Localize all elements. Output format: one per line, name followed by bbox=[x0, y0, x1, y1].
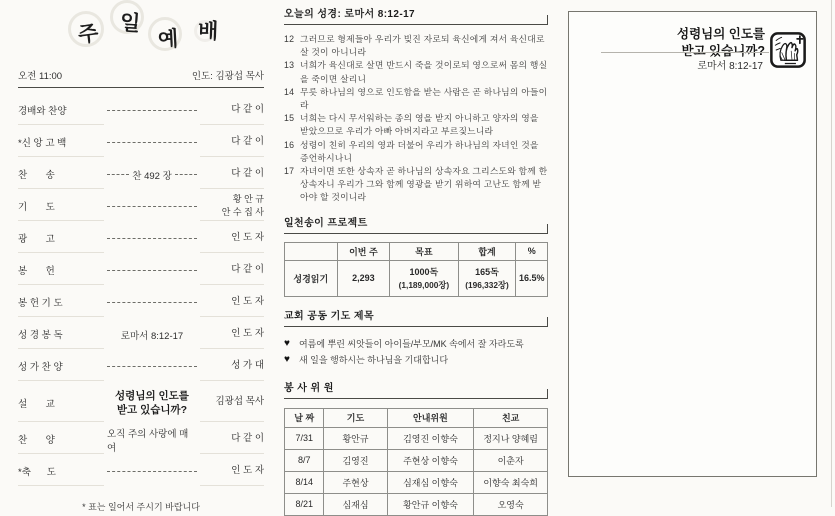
verse-text: 자녀이면 또한 상속자 곧 하나님의 상속자요 그리스도와 함께 한 상속자니 우리가 그와 함께 영광을 받기 위하여 고난도 함께 받아야 할 것이니라 bbox=[300, 166, 548, 203]
col-header: 기도 bbox=[324, 408, 387, 427]
worship-order-list bbox=[18, 96, 264, 486]
order-label: 설 교 bbox=[18, 384, 104, 422]
order-value: 성 가 대 bbox=[200, 352, 264, 381]
verse bbox=[284, 165, 548, 205]
prayer-topic-text: 새 일을 행하시는 하나님을 기대합니다 bbox=[298, 354, 449, 365]
verse-text: 너희는 다시 무서워하는 종의 영을 받지 아니하고 양자의 영을 받았으므로 우리가 아빠 아버지라고 부르짖느니라 bbox=[300, 113, 539, 137]
col-header: 합계 bbox=[458, 242, 516, 260]
order-label: 찬 송 bbox=[18, 160, 104, 189]
verse bbox=[284, 33, 548, 59]
order-row-hymn bbox=[18, 160, 264, 189]
verse-number: 13 bbox=[284, 60, 295, 71]
order-row-prayer bbox=[18, 192, 264, 221]
verse-text: 그러므로 형제들아 우리가 빚진 자로되 육신에게 져서 육신대로 살 것이 아니니라 bbox=[300, 34, 545, 58]
dash-line bbox=[107, 142, 197, 143]
order-value bbox=[200, 192, 264, 221]
logo-char: 배 bbox=[197, 18, 219, 44]
prayer-topic-text: 여름에 뿌린 씨앗들이 아이들/부모/MK 속에서 잘 자라도록 bbox=[298, 338, 524, 349]
song-title: 오직 주의 사랑에 매여 bbox=[107, 428, 189, 454]
goal-cell: 1000독 (1,189,000장) bbox=[390, 260, 458, 296]
col-header: 친교 bbox=[474, 408, 548, 427]
verse bbox=[284, 139, 548, 165]
standing-footnote: * 표는 일어서 주시기 바랍니다 bbox=[82, 502, 200, 512]
order-value: 인 도 자 bbox=[200, 457, 264, 486]
order-value: 다 같 이 bbox=[200, 160, 264, 189]
order-label: 경배와 찬양 bbox=[18, 96, 104, 125]
dash-line bbox=[107, 302, 197, 303]
order-value: 다 같 이 bbox=[200, 96, 264, 125]
order-value: 다 같 이 bbox=[200, 256, 264, 285]
dash-line bbox=[107, 270, 197, 271]
verse bbox=[284, 86, 548, 112]
order-row-scripture-reading bbox=[18, 320, 264, 349]
dash-line bbox=[107, 238, 197, 239]
prayer-topics-list bbox=[284, 336, 548, 368]
hymn-number: 찬 492 장 bbox=[132, 170, 172, 182]
scripture-reference: 로마서 8:12-17 bbox=[120, 330, 184, 342]
col-header: 이번 주 bbox=[337, 242, 390, 260]
col-header: 안내위원 bbox=[387, 408, 474, 427]
heart-bullet-icon: ♥ bbox=[284, 337, 290, 349]
order-row-sermon bbox=[18, 384, 264, 422]
order-value: 다 같 이 bbox=[200, 128, 264, 157]
order-label: 성 가 찬 양 bbox=[18, 352, 104, 381]
todays-scripture-header: 오늘의 성경: 로마서 8:12-17 bbox=[284, 5, 548, 25]
table-row: 8/21 심재심 황안규 이향숙 오영숙 bbox=[285, 493, 548, 515]
volunteers-header: 봉 사 위 원 bbox=[284, 379, 548, 399]
praying-hands-icon bbox=[769, 31, 807, 69]
list-item bbox=[284, 352, 548, 368]
dash-line bbox=[107, 174, 129, 175]
dash-line bbox=[107, 471, 197, 472]
order-label: 봉 헌 기 도 bbox=[18, 288, 104, 317]
table-row: 7/31 황안규 김영진 이향숙 정지나 양혜림 bbox=[285, 427, 548, 449]
logo-char: 주 bbox=[76, 20, 100, 48]
logo-char: 예 bbox=[157, 26, 179, 52]
order-value: 인 도 자 bbox=[200, 224, 264, 253]
dash-line bbox=[175, 174, 197, 175]
table-header-row bbox=[285, 408, 548, 427]
verse bbox=[284, 112, 548, 138]
col-header: % bbox=[516, 242, 548, 260]
cover-scripture-reference: 로마서 8:12-17 bbox=[697, 61, 763, 72]
verse-text: 너희가 육신대로 살면 반드시 죽을 것이로되 영으로써 몸의 행실을 죽이면 살리니 bbox=[300, 60, 548, 84]
order-row-offering-prayer bbox=[18, 288, 264, 317]
prayer-topics-header: 교회 공동 기도 제목 bbox=[284, 307, 548, 327]
volunteers-table bbox=[284, 408, 548, 516]
verse bbox=[284, 59, 548, 85]
logo-char: 일 bbox=[119, 10, 142, 36]
order-label: *축 도 bbox=[18, 457, 104, 486]
order-label: 광 고 bbox=[18, 224, 104, 253]
order-value: 인 도 자 bbox=[200, 320, 264, 349]
sermon-title: 성령님의 인도를 받고 있습니까? bbox=[115, 389, 189, 416]
total-cell: 165독 (196,332장) bbox=[458, 260, 516, 296]
cover-page-panel bbox=[568, 11, 817, 477]
worship-order-column bbox=[18, 4, 264, 513]
dash-line bbox=[107, 366, 197, 367]
order-label: *신 앙 고 백 bbox=[18, 128, 104, 157]
service-time: 오전 11:00 bbox=[18, 71, 63, 82]
table-header-row bbox=[285, 242, 548, 260]
this-week-count: 2,293 bbox=[337, 260, 390, 296]
order-row-song bbox=[18, 425, 264, 454]
prayer-person-title: 안 수 집 사 bbox=[221, 207, 264, 217]
project-header: 일천송이 프로젝트 bbox=[284, 214, 548, 234]
order-value: 김광섭 목사 bbox=[200, 384, 264, 422]
list-item bbox=[284, 336, 548, 352]
col-header bbox=[285, 242, 338, 260]
bible-reading-project-table bbox=[284, 242, 548, 297]
dash-line bbox=[107, 110, 197, 111]
order-label: 봉 헌 bbox=[18, 256, 104, 285]
verse-number: 14 bbox=[284, 86, 295, 97]
service-leader: 인도: 김광섭 목사 bbox=[191, 71, 264, 82]
table-row: 8/14 주현상 심재심 이향숙 이향숙 최숙희 bbox=[285, 471, 548, 493]
verse-number: 12 bbox=[284, 34, 295, 44]
sermon-cover-title: 성령님의 인도를 받고 있습니까? bbox=[677, 27, 765, 58]
col-header: 목표 bbox=[390, 242, 458, 260]
order-label: 찬 양 bbox=[18, 425, 104, 454]
verse-text: 무릇 하나님의 영으로 인도함을 받는 사람은 곧 하나님의 아들이라 bbox=[300, 86, 548, 111]
order-label: 기 도 bbox=[18, 192, 104, 221]
table-row: 8/7 김영진 주현상 이향숙 이춘자 bbox=[285, 449, 548, 471]
order-value: 다 같 이 bbox=[200, 425, 264, 454]
verse-text: 성령이 친히 우리의 영과 더불어 우리가 하나님의 자녀인 것을 증언하시나니 bbox=[300, 139, 539, 163]
prayer-person-name: 황 안 규 bbox=[232, 193, 264, 204]
heart-bullet-icon: ♥ bbox=[284, 353, 290, 365]
dash-line bbox=[107, 206, 197, 207]
scripture-verses bbox=[284, 33, 548, 205]
order-value: 인 도 자 bbox=[200, 288, 264, 317]
order-row-praise bbox=[18, 96, 264, 125]
verse-number: 17 bbox=[284, 166, 295, 177]
bulletin-middle-column bbox=[284, 5, 548, 516]
order-row-choir bbox=[18, 352, 264, 381]
order-label: 성 경 봉 독 bbox=[18, 320, 104, 349]
order-row-confession bbox=[18, 128, 264, 157]
verse-number: 16 bbox=[284, 139, 295, 150]
table-row bbox=[285, 260, 548, 296]
service-time-row bbox=[18, 68, 264, 88]
order-row-offering bbox=[18, 256, 264, 285]
scan-edge-line bbox=[831, 0, 832, 507]
col-header: 날 짜 bbox=[285, 408, 324, 427]
bulletin-title-logo bbox=[18, 4, 264, 62]
order-row-benediction bbox=[18, 457, 264, 486]
order-row-announcements bbox=[18, 224, 264, 253]
verse-number: 15 bbox=[284, 113, 295, 124]
row-label: 성경읽기 bbox=[285, 260, 338, 296]
percent-cell: 16.5% bbox=[516, 260, 548, 296]
title-underline bbox=[601, 52, 769, 53]
